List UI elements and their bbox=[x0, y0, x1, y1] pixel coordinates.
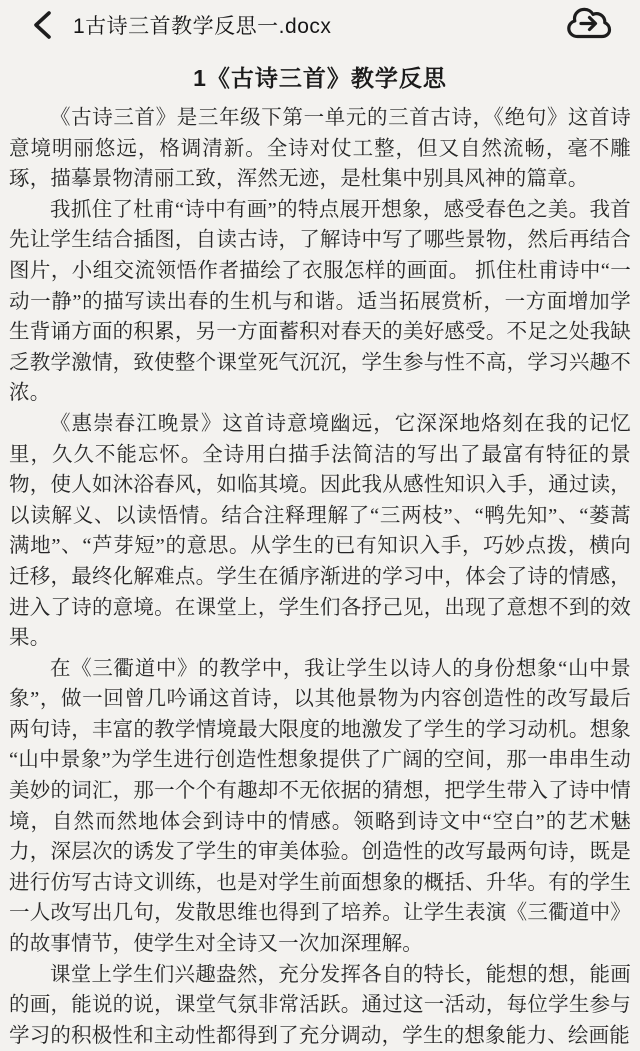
file-title: 1古诗三首教学反思一.docx bbox=[73, 15, 332, 38]
share-button[interactable] bbox=[564, 7, 614, 43]
cloud-share-arrow-icon bbox=[565, 7, 613, 43]
document-content bbox=[0, 46, 640, 1051]
top-bar bbox=[0, 0, 640, 46]
chevron-left-icon bbox=[32, 10, 54, 40]
document-title: 1《古诗三首》教学反思 bbox=[193, 65, 447, 91]
back-button[interactable] bbox=[30, 10, 56, 40]
paragraph: 《古诗三首》是三年级下第一单元的三首古诗，《绝句》这首诗意境明丽悠远，格调清新。全诗对仗工整，但又自然流畅，毫不雕琢，描摹景物清丽工致，浑然无迹，是杜集中别具风神的篇章。 bbox=[9, 107, 631, 191]
paragraph: 课堂上学生们兴趣盎然，充分发挥各自的特长，能想的想，能画的画，能说的说，课堂气氛非常活跃。通过这一活动，每位学生参与学习的积极性和主动性都得到了充分调动，学生的想象能力、绘画能 bbox=[9, 963, 631, 1047]
paragraph: 我抓住了杜甫“诗中有画”的特点展开想象，感受春色之美。我首先让学生结合插图，自读古诗，了解诗中写了哪些景物，然后再结合图片，小组交流领悟作者描绘了衣服怎样的画面。 抓住杜甫诗中“一动一静”的描写读出春的生机与和谐。适当拓展赏析，一方面增加学 生背诵方面的积累，另一方面蓄积对春天的美好感受。不足之处我缺乏教学激情，致使整个课堂死气沉沉，学生参与性不高，学习兴趣不浓。 bbox=[9, 198, 631, 405]
paragraph: 《惠崇春江晚景》这首诗意境幽远，它深深地烙刻在我的记忆里，久久不能忘怀。全诗用白描手法简洁的写出了最富有特征的景物，使人如沐浴春风，如临其境。因此我从感性知识入手，通过读，以读解义、以读悟情。结合注释理解了“三两枝”、“鸭先知”、“蒌蒿满地”、“芦芽短”的意思。从学生的已有知识入手，巧妙点拨，横向迁移，最终化解难点。学生在循序渐进的学习中，体会了诗的情感，进入了诗的意境。在课堂上，学生们各抒己见，出现了意想不到的效果。 bbox=[9, 412, 631, 650]
document-body bbox=[9, 103, 631, 1051]
paragraph: 在《三衢道中》的教学中，我让学生以诗人的身份想象“山中景象”，做一回曾几吟诵这首诗，以其他景物为内容创造性的改写最后两句诗，丰富的教学情境最大限度的地激发了学生的学习动机。想象“山中景象”为学生进行创造性想象提供了广阔的空间，那一串串生动美妙的词汇，那一个个有趣却不无依据的猜想，把学生带入了诗中情境，自然而然地体会到诗中的情感。领略到诗文中“空白”的艺术魅力，深层次的诱发了学生的审美体验。创造性的改写最两句诗，既是进行仿写古诗文训练，也是对学生前面想象的概括、升华。有的学生一人改写出几句，发散思维也得到了培养。让学生表演《三衢道中》的故事情节，使学生对全诗又一次加深理解。 bbox=[9, 657, 631, 956]
